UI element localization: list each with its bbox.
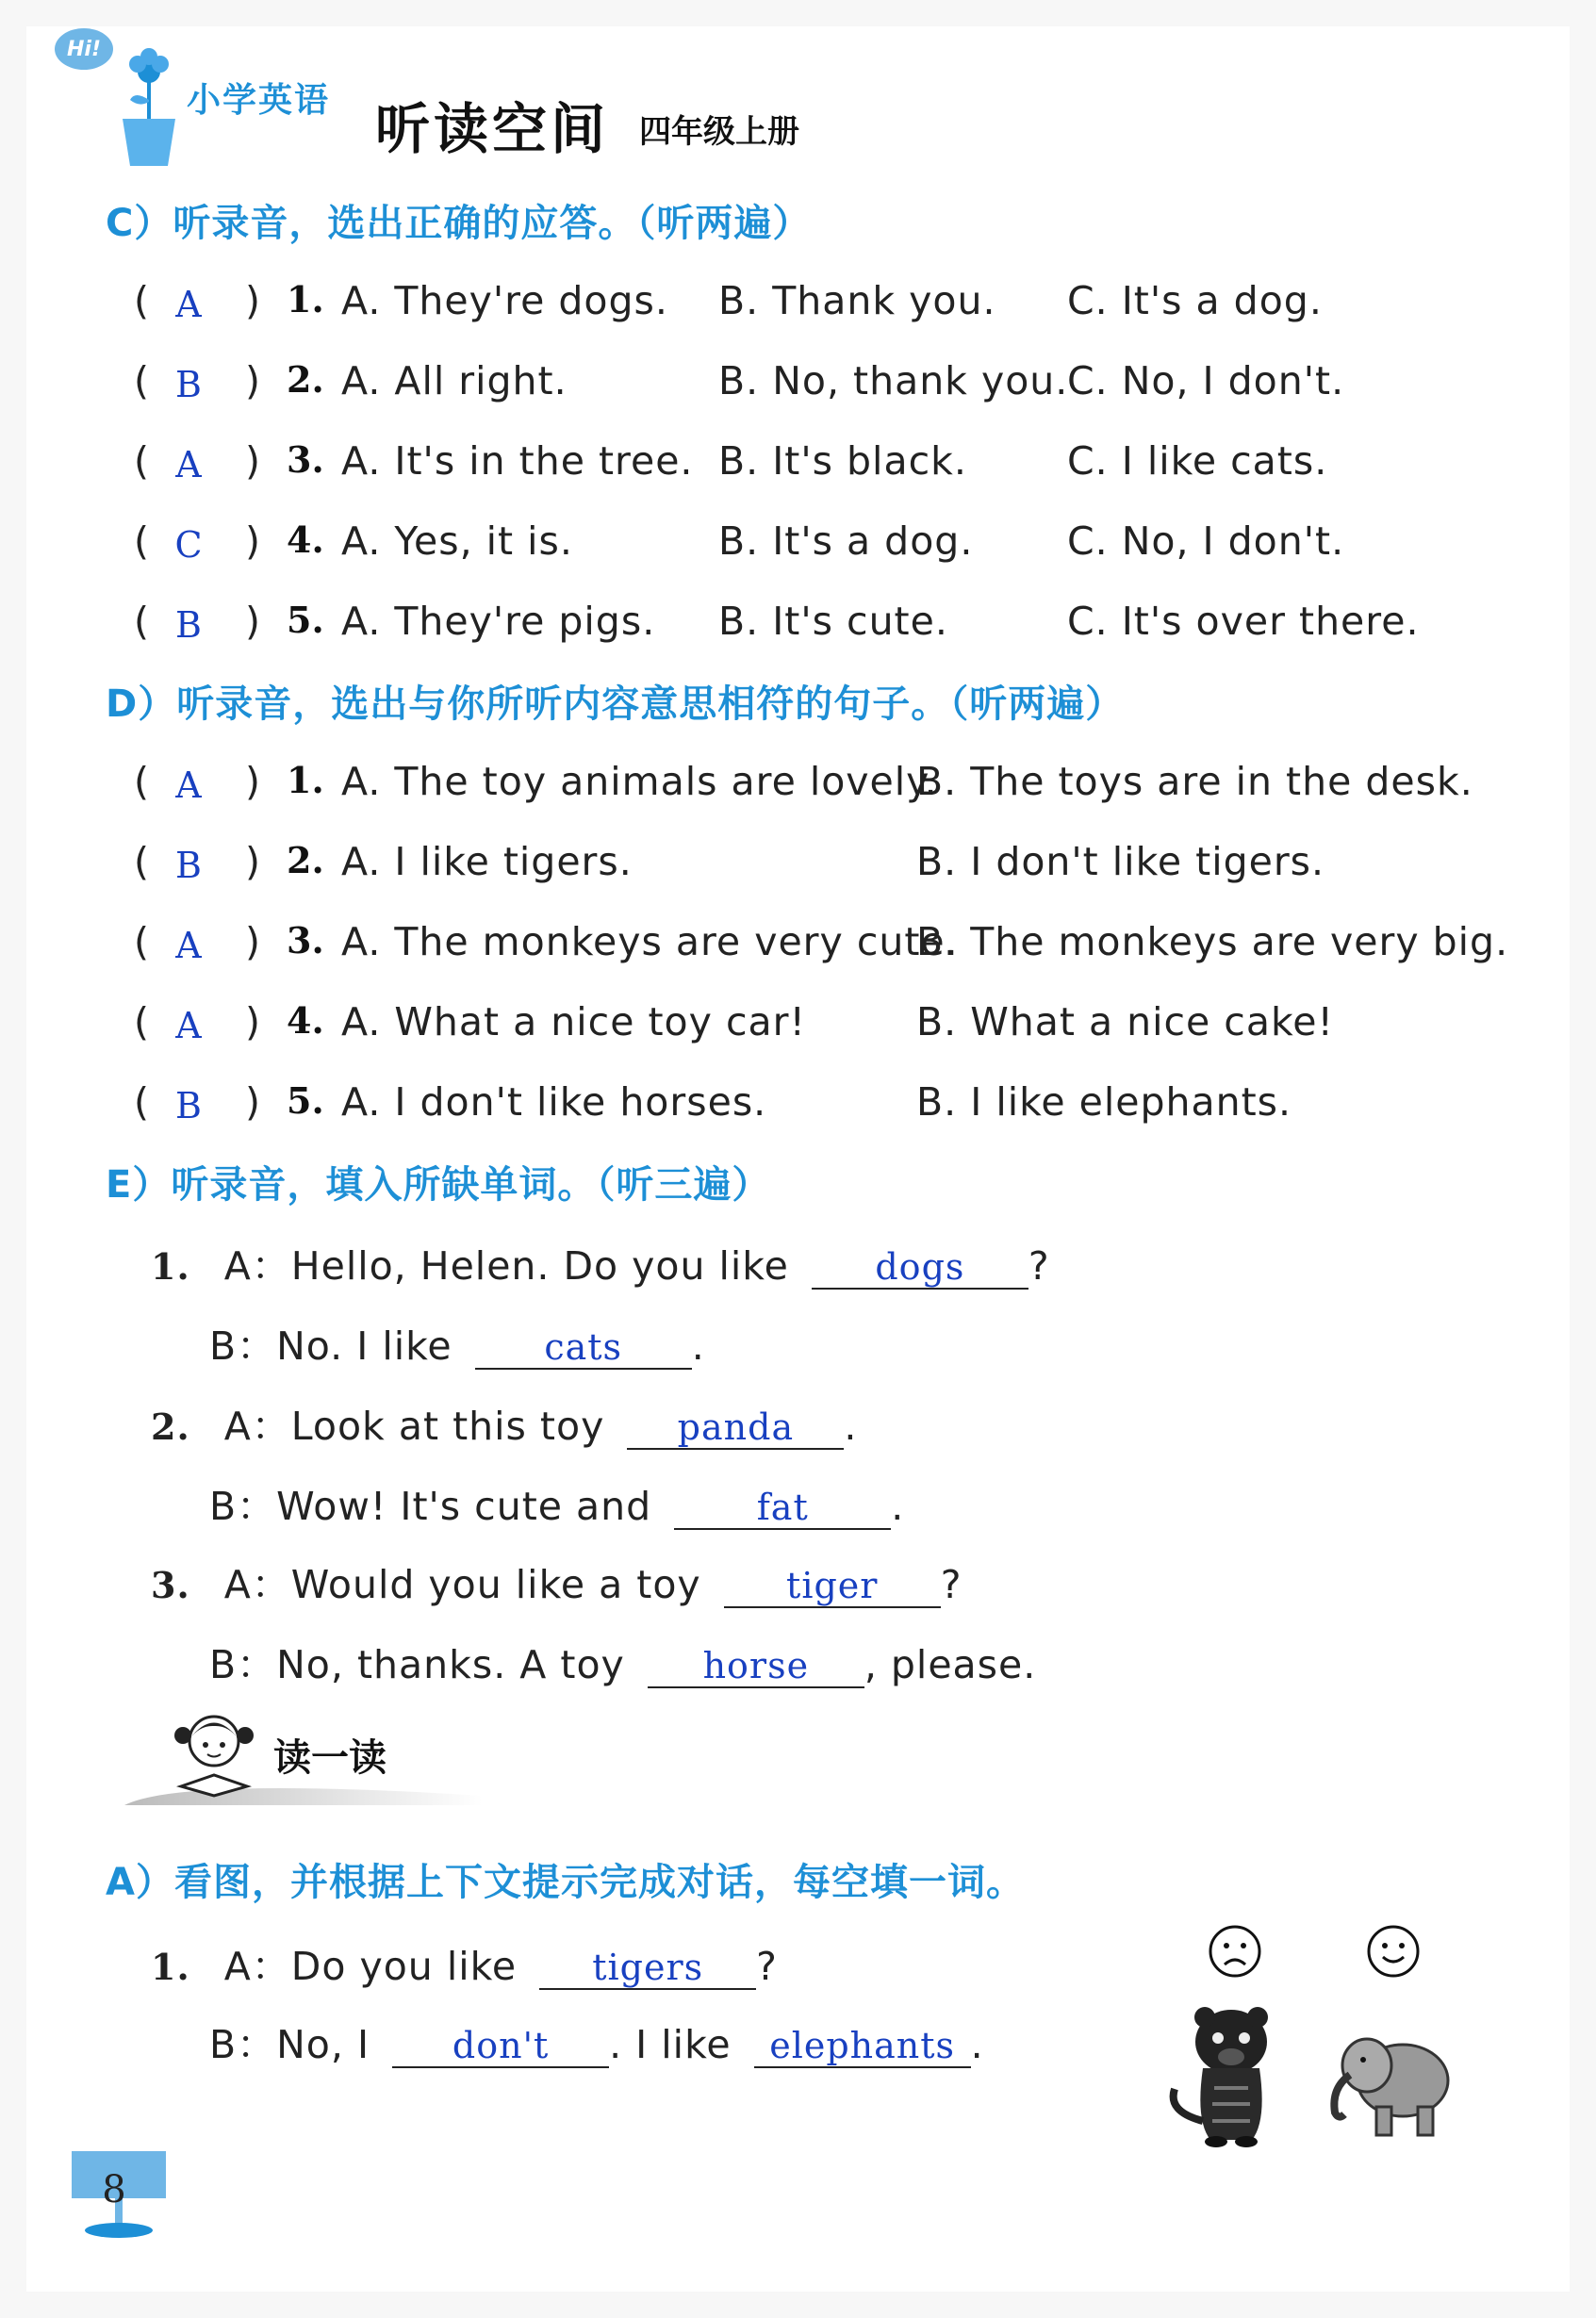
option-b: B. It's cute. bbox=[718, 599, 948, 644]
option-a: A. The monkeys are very cute. bbox=[341, 919, 959, 964]
answer-blank: fat bbox=[674, 1487, 891, 1530]
reading-a-q1-line-a: 1. A：Do you like tigers ? bbox=[151, 1944, 778, 1989]
reading-a-heading: A）看图，并根据上下文提示完成对话，每空填一词。 bbox=[106, 1861, 1025, 1904]
option-b: B. I don't like tigers. bbox=[916, 839, 1325, 884]
option-a: A. The toy animals are lovely. bbox=[341, 759, 938, 804]
question-number: 1. bbox=[287, 278, 324, 321]
page-header bbox=[55, 28, 903, 170]
option-c: C. It's a dog. bbox=[1067, 278, 1323, 323]
option-b: B. I like elephants. bbox=[916, 1079, 1292, 1125]
option-b: B. What a nice cake! bbox=[916, 999, 1334, 1044]
option-a: A. Yes, it is. bbox=[341, 518, 573, 564]
e-q1-line-a: 1. A：Hello, Helen. Do you like dogs ? bbox=[151, 1243, 1050, 1289]
answer-blank: don't bbox=[392, 2025, 609, 2068]
option-a: A. What a nice toy car! bbox=[341, 999, 806, 1044]
answer: A bbox=[175, 1005, 202, 1046]
series-title: 小学英语 bbox=[187, 81, 331, 120]
page-number: 8 bbox=[102, 2168, 126, 2211]
answer-blank: elephants bbox=[754, 2025, 971, 2068]
hi-badge: Hi! bbox=[55, 28, 113, 70]
option-a: A. I don't like horses. bbox=[341, 1079, 767, 1125]
question-number: 1. bbox=[151, 1946, 190, 1988]
answer-blank: panda bbox=[627, 1406, 844, 1450]
answer-blank: cats bbox=[475, 1326, 692, 1370]
option-a: A. All right. bbox=[341, 358, 568, 403]
question-number: 4. bbox=[287, 518, 324, 561]
question-number: 3. bbox=[151, 1564, 190, 1606]
grade-label: 四年级上册 bbox=[639, 113, 799, 151]
question-number: 2. bbox=[287, 358, 324, 401]
question-number: 1. bbox=[151, 1245, 190, 1288]
tiger-picture bbox=[1158, 1998, 1290, 2149]
option-c: C. No, I don't. bbox=[1067, 358, 1345, 403]
e-q3-line-b: B：No, thanks. A toy horse , please. bbox=[209, 1642, 1037, 1687]
reading-girl-icon bbox=[162, 1702, 266, 1805]
question-number: 2. bbox=[151, 1406, 190, 1448]
answer: B bbox=[175, 1085, 202, 1126]
reading-section-banner bbox=[124, 1692, 502, 1833]
answer: C bbox=[174, 524, 203, 566]
section-e-heading: E）听录音，填入所缺单词。（听三遍） bbox=[106, 1163, 771, 1207]
question-number: 3. bbox=[287, 919, 324, 962]
answer-blank: dogs bbox=[812, 1246, 1028, 1290]
option-a: A. They're dogs. bbox=[341, 278, 668, 323]
option-a: A. They're pigs. bbox=[341, 599, 656, 644]
question-number: 5. bbox=[287, 599, 324, 641]
answer: B bbox=[175, 845, 202, 886]
option-b: B. The monkeys are very big. bbox=[916, 919, 1509, 964]
answer: A bbox=[175, 764, 202, 806]
option-b: B. It's black. bbox=[718, 438, 967, 484]
question-number: 1. bbox=[287, 759, 324, 801]
happy-face-icon bbox=[1365, 1923, 1422, 1980]
option-a: A. I like tigers. bbox=[341, 839, 633, 884]
section-d-heading: D）听录音，选出与你所听内容意思相符的句子。（听两遍） bbox=[106, 682, 1125, 726]
e-q1-line-b: B：No. I like cats . bbox=[209, 1323, 705, 1369]
answer-blank: tigers bbox=[539, 1947, 756, 1990]
e-q2-line-b: B：Wow! It's cute and fat . bbox=[209, 1484, 905, 1529]
question-number: 2. bbox=[287, 839, 324, 881]
reading-title: 读一读 bbox=[273, 1735, 387, 1780]
answer: A bbox=[175, 284, 202, 325]
answer: B bbox=[175, 364, 202, 405]
book-title: 听读空间 bbox=[375, 97, 610, 161]
flower-pot-icon bbox=[111, 43, 187, 175]
answer-blank: tiger bbox=[724, 1565, 941, 1608]
question-number: 3. bbox=[287, 438, 324, 481]
option-b: B. Thank you. bbox=[718, 278, 996, 323]
option-c: C. I like cats. bbox=[1067, 438, 1328, 484]
answer: B bbox=[175, 604, 202, 646]
elephant-picture bbox=[1320, 2022, 1461, 2145]
option-a: A. It's in the tree. bbox=[341, 438, 694, 484]
question-number: 4. bbox=[287, 999, 324, 1042]
option-c: C. No, I don't. bbox=[1067, 518, 1345, 564]
option-c: C. It's over there. bbox=[1067, 599, 1420, 644]
answer: A bbox=[175, 444, 202, 485]
question-number: 5. bbox=[287, 1079, 324, 1122]
section-c-heading: C）听录音，选出正确的应答。（听两遍） bbox=[106, 202, 812, 245]
reading-a-q1-line-b: B：No, I don't . I like elephants . bbox=[209, 2022, 984, 2067]
e-q3-line-a: 3. A：Would you like a toy tiger ? bbox=[151, 1562, 963, 1607]
option-b: B. The toys are in the desk. bbox=[916, 759, 1473, 804]
answer-blank: horse bbox=[648, 1645, 864, 1688]
option-b: B. It's a dog. bbox=[718, 518, 974, 564]
answer: A bbox=[175, 925, 202, 966]
e-q2-line-a: 2. A：Look at this toy panda . bbox=[151, 1404, 858, 1449]
option-b: B. No, thank you. bbox=[718, 358, 1069, 403]
sad-face-icon bbox=[1207, 1923, 1263, 1980]
